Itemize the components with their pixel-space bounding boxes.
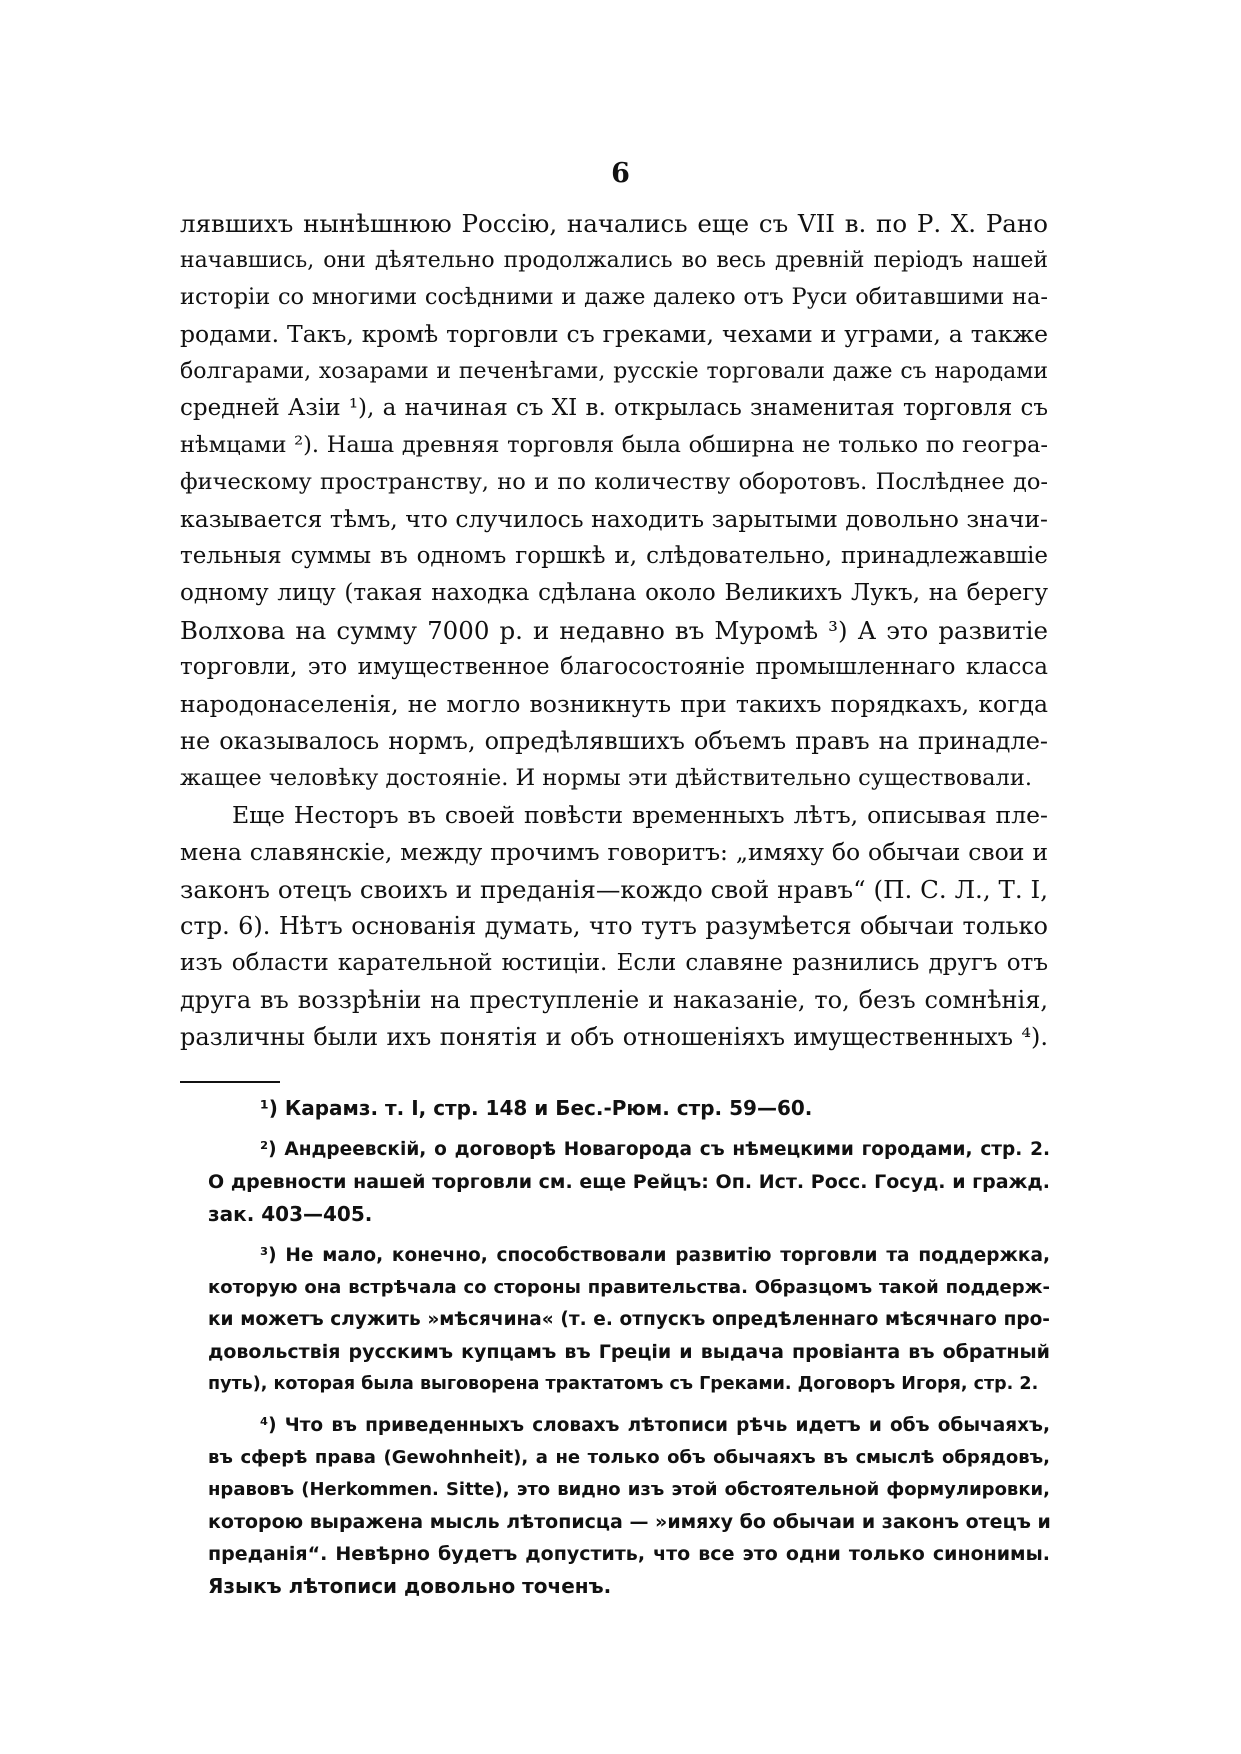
text-line: стр. 6). Нѣтъ основанія думать, что тутъ разумѣется обычаи только	[180, 912, 1048, 940]
text-line: Волхова на сумму 7000 р. и недавно въ Муромѣ ³) А это развитіе	[180, 616, 1048, 645]
footnote-line: ¹) Карамз. т. I, стр. 148 и Бес.-Рюм. стр. 59—60.	[260, 1096, 813, 1120]
text-line: средней Азіи ¹), а начиная съ XI в. открылась знаменитая торговля съ	[180, 395, 1048, 421]
text-line: друга въ воззрѣніи на преступленіе и наказаніе, то, безъ сомнѣнія,	[180, 986, 1048, 1014]
text-line: законъ отецъ своихъ и преданія—кождо свой нравъ“ (П. С. Л., Т. I,	[180, 875, 1048, 904]
text-line: народонаселенія, не могло возникнуть при такихъ порядкахъ, когда	[180, 690, 1048, 718]
text-line: не оказывалось нормъ, опредѣлявшихъ объемъ правъ на принадле-	[180, 727, 1048, 755]
footnote-line: ³) Не мало, конечно, способствовали развитію торговли та поддержка,	[260, 1245, 1050, 1266]
footnote-line: нравовъ (Herkommen. Sitte), это видно изъ этой обстоятельной формулировки,	[208, 1479, 1050, 1500]
text-line: нѣмцами ²). Наша древняя торговля была обширна не только по геогра-	[180, 432, 1048, 458]
main-text	[180, 205, 1048, 1056]
footnote-line: зак. 403—405.	[208, 1202, 373, 1226]
text-line: тельныя суммы въ одномъ горшкѣ и, слѣдовательно, принадлежавшіе	[180, 543, 1048, 569]
footnote-line: О древности нашей торговли см. еще Рейцъ: Оп. Ист. Росс. Госуд. и гражд.	[208, 1171, 1050, 1193]
text-line: болгарами, хозарами и печенѣгами, русскіе торговали даже съ народами	[180, 359, 1048, 384]
page-number: 6	[611, 158, 630, 189]
text-line: различны были ихъ понятія и объ отношеніяхъ имущественныхъ ⁴).	[180, 1023, 1048, 1051]
text-line: одному лицу (такая находка сдѣлана около Великихъ Лукъ, на берегу	[180, 580, 1048, 606]
footnote-4	[208, 1410, 1050, 1602]
footnote-line: Языкъ лѣтописи довольно точенъ.	[208, 1574, 612, 1598]
footnote-separator	[180, 1081, 280, 1083]
footnote-line: въ сферѣ права (Gewohnheit), а не только объ обычаяхъ въ смыслѣ обрядовъ,	[208, 1447, 1050, 1468]
text-line: родами. Такъ, кромѣ торговли съ греками, чехами и уграми, а также	[180, 320, 1048, 348]
footnote-line: ки можетъ служить »мѣсячина« (т. е. отпускъ опредѣленнаго мѣсячнаго про-	[208, 1309, 1050, 1330]
footnote-line: ²) Андреевскій, о договорѣ Новагорода съ нѣмецкими городами, стр. 2.	[260, 1139, 1050, 1160]
footnote-line: преданія“. Невѣрно будетъ допустить, что все это одни только синонимы.	[208, 1543, 1050, 1565]
footnote-3	[208, 1240, 1050, 1400]
footnote-line: ⁴) Что въ приведенныхъ словахъ лѣтописи рѣчь идетъ и объ обычаяхъ,	[260, 1415, 1050, 1436]
text-line: исторіи со многими сосѣдними и даже далеко отъ Руси обитавшими на-	[180, 284, 1048, 310]
text-line: начавшись, они дѣятельно продолжались во весь древній періодъ нашей	[180, 248, 1048, 273]
text-line: казывается тѣмъ, что случилось находить зарытыми довольно значи-	[180, 505, 1048, 533]
footnote-1	[208, 1092, 1050, 1124]
footnote-line: которою выражена мысль лѣтописца — »имяху бо обычаи и законъ отецъ и	[208, 1511, 1051, 1533]
text-line: жащее человѣку достояніе. И нормы эти дѣйствительно существовали.	[180, 765, 1033, 791]
footnote-line: путь), которая была выговорена трактатомъ съ Греками. Договоръ Игоря, стр. 2.	[208, 1374, 1039, 1394]
footnote-line: довольствія русскимъ купцамъ въ Греціи и выдача провіанта въ обратный	[208, 1341, 1050, 1363]
text-line: изъ области карательной юстиціи. Если славяне разнились другъ отъ	[180, 950, 1048, 976]
footnote-line: которую она встрѣчала со стороны правительства. Образцомъ такой поддерж-	[208, 1277, 1050, 1298]
footnotes	[208, 1092, 1050, 1602]
text-line: фическому пространству, но и по количеству оборотовъ. Послѣднее до-	[180, 469, 1048, 495]
footnote-2	[208, 1134, 1050, 1230]
text-line: Еще Несторъ въ своей повѣсти временныхъ лѣтъ, описывая пле-	[232, 801, 1048, 829]
text-line: лявшихъ нынѣшнюю Россію, начались еще съ VII в. по Р. Х. Рано	[180, 209, 1048, 238]
text-line: мена славянскіе, между прочимъ говоритъ: „имяху бо обычаи свои и	[180, 838, 1048, 866]
text-line: торговли, это имущественное благосостояніе промышленнаго класса	[180, 654, 1048, 680]
